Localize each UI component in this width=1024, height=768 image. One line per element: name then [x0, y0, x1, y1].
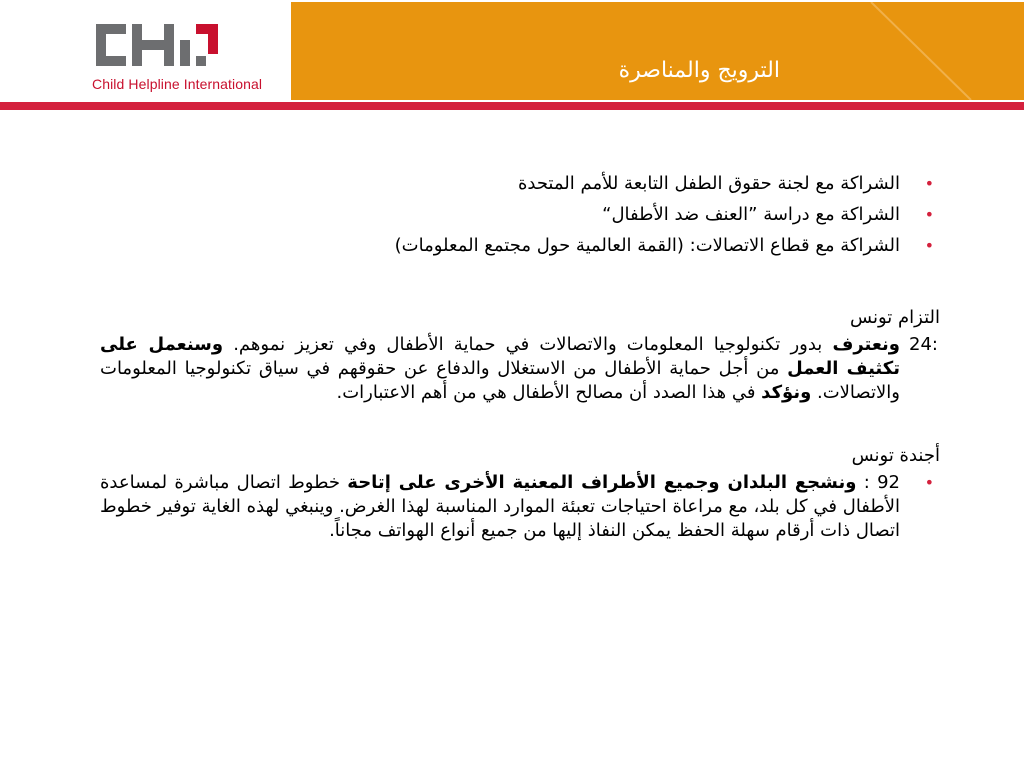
- bullet-icon: •: [924, 473, 934, 492]
- agenda-heading: أجندة تونس: [851, 445, 940, 466]
- title-bar: [291, 2, 1024, 100]
- paragraph-number: 24:: [909, 334, 938, 355]
- bullet-list: [100, 168, 940, 261]
- slide-title: الترويج والمناصرة: [618, 58, 780, 83]
- list-item: • الشراكة مع لجنة حقوق الطفل التابعة للأمم المتحدة: [100, 168, 940, 199]
- commitment-heading: التزام تونس: [850, 307, 940, 328]
- commitment-paragraph: 24: ونعترف بدور تكنولوجيا المعلومات والاتصالات في حماية الأطفال وفي تعزيز نموهم. وسنعمل على تكثيف العمل من أجل حماية الأطفال من الاستغلال والدفاع عن حقوقهم في سياق تكنولوجيا المعلومات والاتصالات. ونؤكد في هذا الصدد أن مصالح الأطفال هي من أهم الاعتبارات.: [100, 334, 938, 403]
- bullet-icon: •: [924, 205, 934, 224]
- title-bar-decoration: [291, 2, 1024, 100]
- logo: [0, 0, 291, 100]
- paragraph-number: 92 :: [856, 472, 900, 493]
- agenda-paragraph: • 92 : ونشجع البلدان وجميع الأطراف المعنية الأخرى على إتاحة خطوط اتصال مباشرة لمساعدة الأطفال في كل بلد، مع مراعاة احتياجات تعبئة الموارد المناسبة لهذا الغرض. وينبغي لهذه الغاية توفير خطوط اتصال ذات أرقام سهلة الحفظ يمكن النفاذ إليها من جميع أنواع الهواتف مجاناً.: [100, 472, 934, 541]
- logo-text: Child Helpline International: [92, 76, 263, 92]
- slide-body: [100, 168, 940, 543]
- bullet-icon: •: [924, 236, 934, 255]
- slide-header: [0, 0, 1024, 112]
- list-item: • الشراكة مع قطاع الاتصالات: (القمة العالمية حول مجتمع المعلومات): [100, 230, 940, 261]
- bullet-icon: •: [924, 174, 934, 193]
- chi-logo-icon: [92, 18, 222, 70]
- list-item: • الشراكة مع دراسة ”العنف ضد الأطفال“: [100, 199, 940, 230]
- header-divider: [0, 102, 1024, 110]
